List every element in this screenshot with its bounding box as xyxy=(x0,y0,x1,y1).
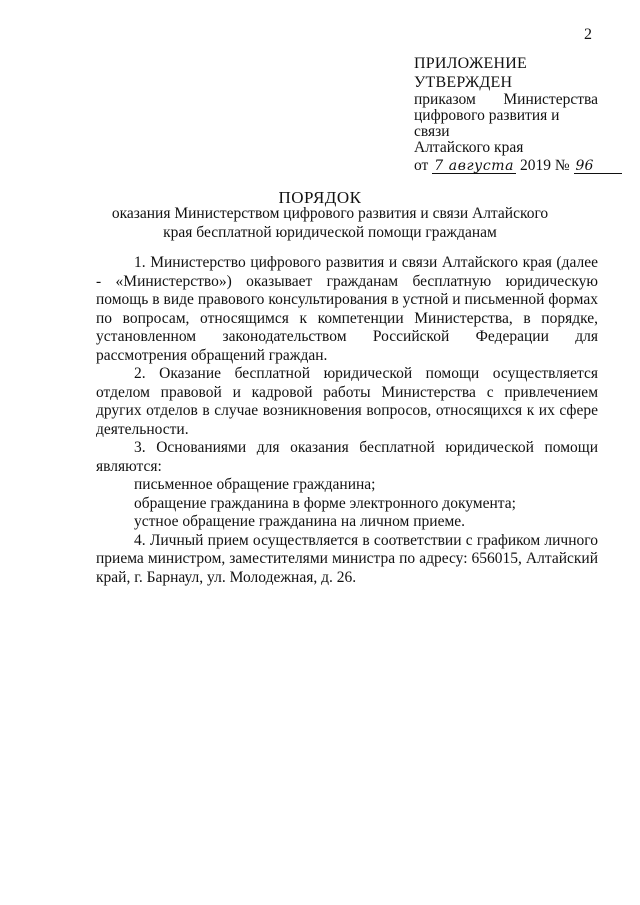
approval-approved-label: УТВЕРЖДЕН xyxy=(414,74,513,91)
document-subtitle: оказания Министерством цифрового развития и связи Алтайского края бесплатной юридической помощи гражданам xyxy=(111,205,549,241)
handwritten-date: 7 августа xyxy=(434,158,515,174)
paragraph-2: 2. Оказание бесплатной юридической помощи осуществляется отделом правовой и кадровой работы Министерства с привлечением других отделов в случае возникновения вопросов, относящихся к их сфере деятельности. xyxy=(96,365,598,438)
approval-date-line xyxy=(414,158,598,174)
handwritten-order-number: 96 xyxy=(574,159,622,174)
paragraph-3: 3. Основаниями для оказания бесплатной юридической помощи являются: xyxy=(96,439,598,475)
document-heading: ПОРЯДОК xyxy=(278,188,362,207)
list-item: письменное обращение гражданина; xyxy=(134,476,376,493)
approval-appendix-label: ПРИЛОЖЕНИЕ xyxy=(414,55,528,72)
approval-region-line: Алтайского края xyxy=(414,139,524,156)
paragraph-1: 1. Министерство цифрового развития и связи Алтайского края (далее - «Министерство») оказывает гражданам бесплатную юридическую помощь в виде правового консультирования в устной и письменной формах по вопросам, относящимся к компетенции Министерства, в порядке, установленном законодательством Российской Федерации для рассмотрения обращений граждан. xyxy=(96,254,598,364)
page-number: 2 xyxy=(584,26,592,43)
paragraph-4: 4. Личный прием осуществляется в соответствии с графиком личного приема министром, заместителями министра по адресу: 656015, Алтайский край, г. Барнаул, ул. Молодежная, д. 26. xyxy=(96,531,598,586)
document-body xyxy=(96,254,598,587)
approval-block xyxy=(414,54,598,174)
list-item: устное обращение гражданина на личном приеме. xyxy=(134,513,466,530)
date-prefix: от xyxy=(414,157,429,174)
list-item: обращение гражданина в форме электронного документа; xyxy=(134,494,516,512)
approval-ministry-line: цифрового развития и связи xyxy=(414,107,560,140)
date-year: 2019 № xyxy=(520,157,570,174)
approval-order-line: приказом Министерства xyxy=(414,91,598,108)
